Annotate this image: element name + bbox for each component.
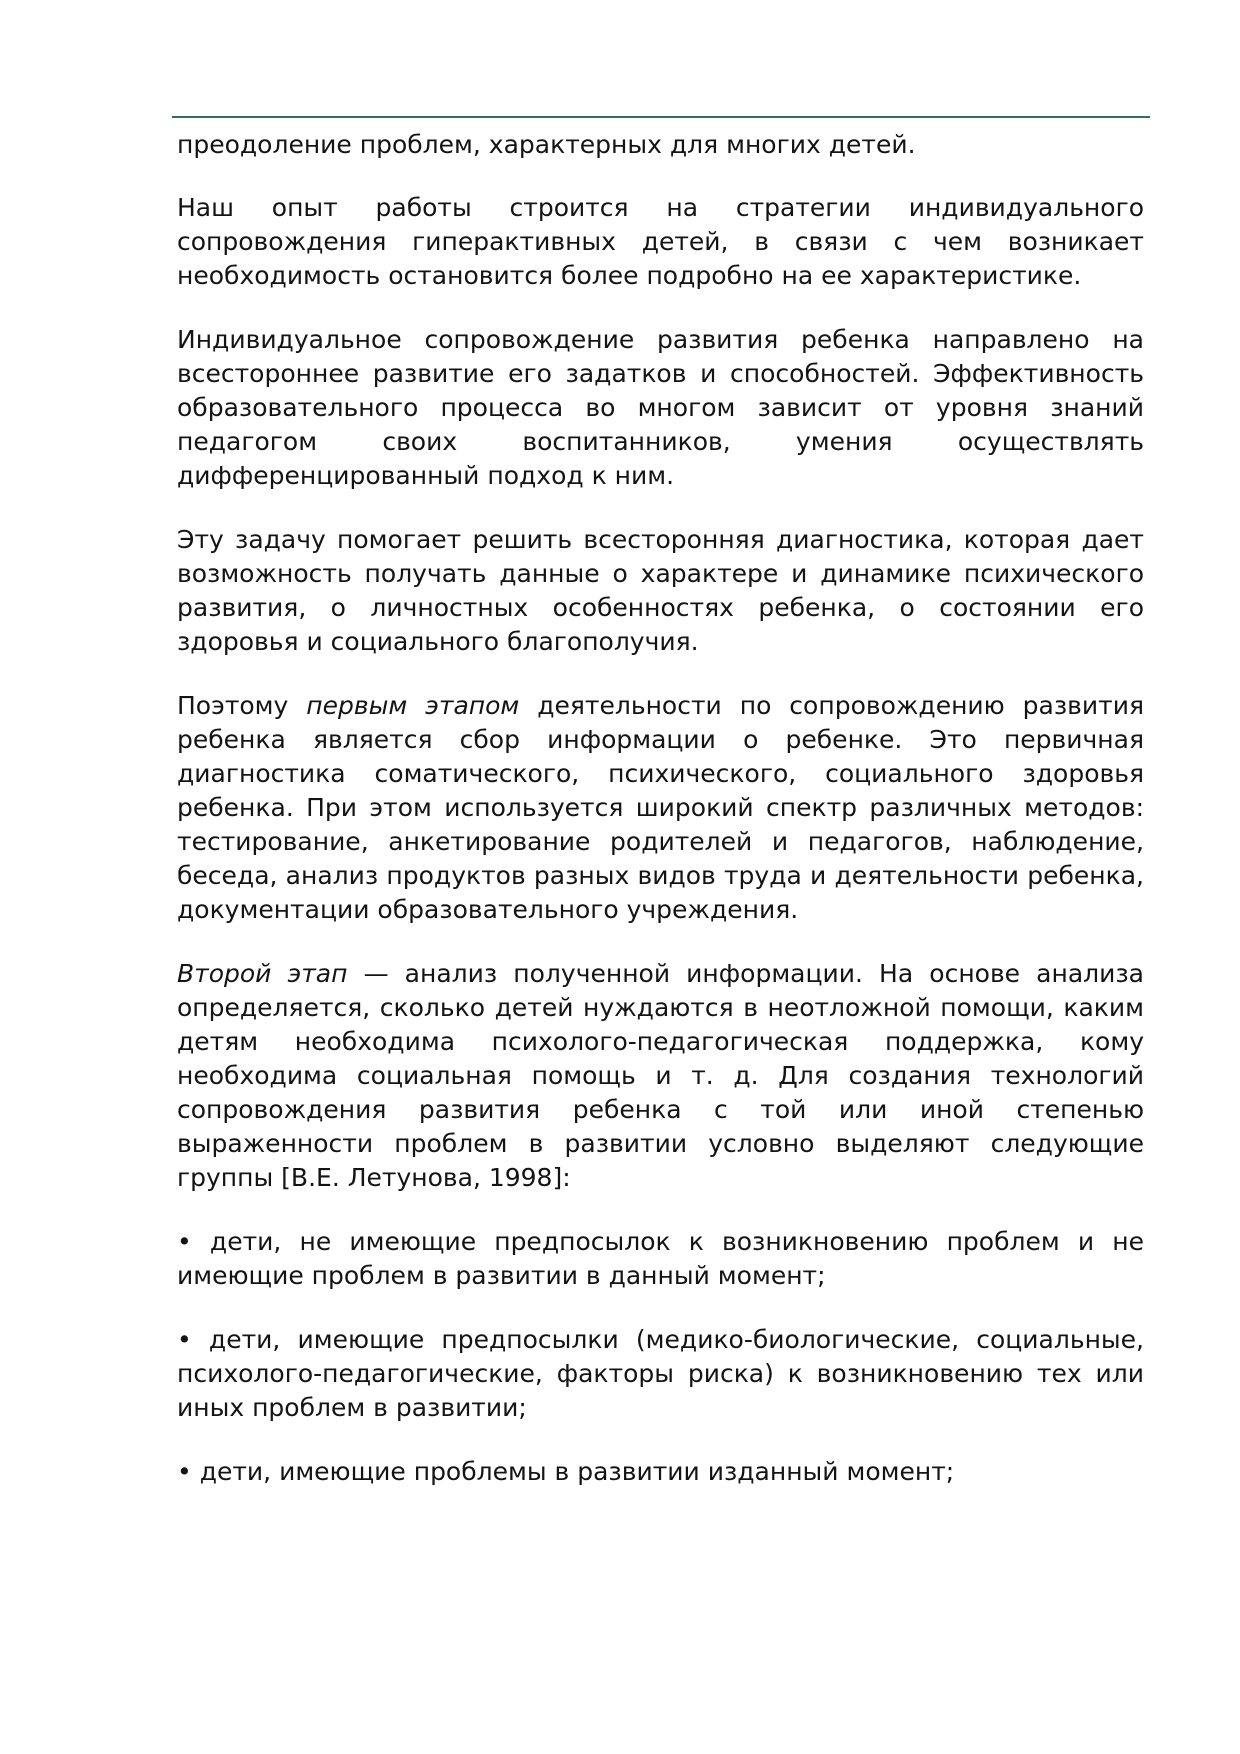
paragraph-text: Индивидуальное сопровождение развития ребенка направлено на всестороннее развитие его задатков и способностей. Эффективность образовательного процесса во многом зависит от уровня знаний педагогом своих воспитанников, умения осуществлять дифференцированный подход к ним.: [177, 325, 1144, 490]
paragraph-second-stage: [177, 957, 1144, 1195]
first-stage-emphasis: первым этапом: [306, 691, 520, 720]
list-item-text: дети, имеющие проблемы в развитии изданный момент;: [191, 1457, 955, 1486]
paragraph-text: деятельности по сопровождению развития ребенка является сбор информации о ребенке. Это первичная диагностика соматического, психического, социального здоровья ребенка. При этом используется широкий спектр различных методов: тестирование, анкетирование родителей и педагогов, наблюдение, беседа, анализ продуктов разных видов труда и деятельности ребенка, документации образовательного учреждения.: [177, 691, 1144, 924]
bullet-icon: •: [177, 1227, 192, 1256]
paragraph-first-stage: [177, 689, 1144, 927]
paragraph-experience: [177, 191, 1144, 293]
list-item: [177, 1323, 1144, 1425]
paragraph-continuation: [177, 128, 1144, 162]
paragraph-text: Наш опыт работы строится на стратегии индивидуального сопровождения гиперактивных детей, в связи с чем возникает необходимость остановится более подробно на ее характеристике.: [177, 193, 1144, 290]
second-stage-emphasis: Второй этап: [177, 959, 348, 988]
list-item: [177, 1455, 1144, 1489]
paragraph-text: — анализ полученной информации. На основе анализа определяется, сколько детей нуждаются в неотложной помощи, каким детям необходима психолого-педагогическая поддержка, кому необходима социальная помощь и т. д. Для создания технологий сопровождения развития ребенка с той или иной степенью выраженности проблем в развитии условно выделяют следующие группы [В.Е. Летунова, 1998]:: [177, 959, 1144, 1192]
header-rule: [172, 116, 1150, 118]
list-item-text: дети, не имеющие предпосылок к возникновению проблем и не имеющие проблем в развитии в данный момент;: [177, 1227, 1144, 1290]
paragraph-text: преодоление проблем, характерных для многих детей.: [177, 130, 916, 159]
list-item: [177, 1225, 1144, 1293]
paragraph-text: Эту задачу помогает решить всесторонняя диагностика, которая дает возможность получать данные о характере и динамике психического развития, о личностных особенностях ребенка, о состоянии его здоровья и социального благополучия.: [177, 525, 1144, 656]
paragraph-individual-support: [177, 323, 1144, 493]
bullet-icon: •: [177, 1325, 192, 1354]
list-item-text: дети, имеющие предпосылки (медико-биологические, социальные, психолого-педагогические, факторы риска) к возникновению тех или иных проблем в развитии;: [177, 1325, 1144, 1422]
paragraph-diagnostics: [177, 523, 1144, 659]
document-body: [177, 128, 1144, 1519]
bullet-icon: •: [177, 1457, 192, 1486]
paragraph-lead-text: Поэтому: [177, 691, 307, 720]
